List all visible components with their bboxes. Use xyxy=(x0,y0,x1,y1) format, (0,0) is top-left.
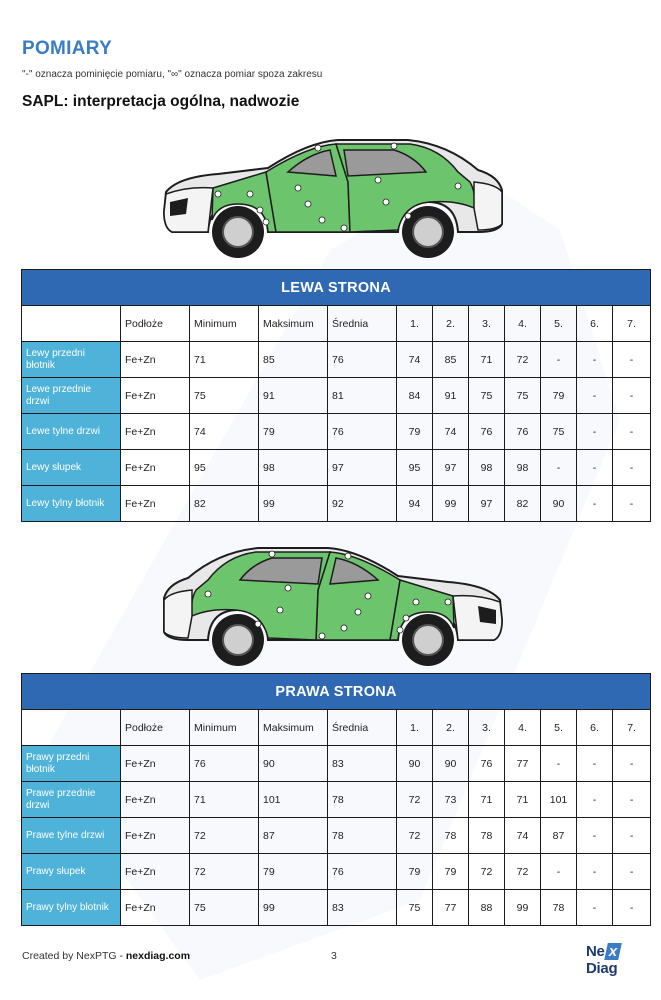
column-header: 7. xyxy=(613,306,651,342)
table-row xyxy=(22,746,651,782)
table-cell: 82 xyxy=(505,486,541,522)
column-header xyxy=(22,306,121,342)
column-header: 6. xyxy=(577,710,613,746)
table-cell: - xyxy=(577,746,613,782)
table-cell: 83 xyxy=(328,746,397,782)
table-cell: - xyxy=(613,782,651,818)
table-cell: 87 xyxy=(541,818,577,854)
column-header: Maksimum xyxy=(259,710,328,746)
page-title: POMIARY xyxy=(22,38,113,59)
column-header: 7. xyxy=(613,710,651,746)
column-header: Średnia xyxy=(328,306,397,342)
table-cell: 74 xyxy=(433,414,469,450)
table-cell: 79 xyxy=(541,378,577,414)
table-cell: 90 xyxy=(433,746,469,782)
column-header: 1. xyxy=(397,710,433,746)
table-row xyxy=(22,890,651,926)
row-header: Lewy przedni błotnik xyxy=(22,342,121,378)
table-row xyxy=(22,818,651,854)
column-header: Średnia xyxy=(328,710,397,746)
table-cell: 75 xyxy=(190,890,259,926)
table-header-row xyxy=(22,306,651,342)
column-header: Maksimum xyxy=(259,306,328,342)
column-header: 2. xyxy=(433,306,469,342)
table-cell: - xyxy=(613,342,651,378)
column-header: 3. xyxy=(469,710,505,746)
table-cell: 91 xyxy=(433,378,469,414)
table-cell: 94 xyxy=(397,486,433,522)
column-header: 4. xyxy=(505,306,541,342)
table-cell: Fe+Zn xyxy=(121,890,190,926)
nexdiag-logo xyxy=(586,943,650,977)
table-row xyxy=(22,854,651,890)
table-cell: 76 xyxy=(328,854,397,890)
table-cell: 87 xyxy=(259,818,328,854)
table-cell: - xyxy=(577,414,613,450)
table-cell: 72 xyxy=(190,818,259,854)
table-cell: 76 xyxy=(190,746,259,782)
column-header: 1. xyxy=(397,306,433,342)
table-cell: Fe+Zn xyxy=(121,342,190,378)
column-header: 4. xyxy=(505,710,541,746)
table-cell: 78 xyxy=(469,818,505,854)
table-cell: 81 xyxy=(328,378,397,414)
table-cell: 90 xyxy=(541,486,577,522)
column-header: 3. xyxy=(469,306,505,342)
table-cell: 83 xyxy=(328,890,397,926)
table-cell: - xyxy=(541,342,577,378)
table-cell: - xyxy=(613,414,651,450)
row-header: Prawy przedni błotnik xyxy=(22,746,121,782)
column-header: Minimum xyxy=(190,710,259,746)
table-cell: Fe+Zn xyxy=(121,818,190,854)
table-cell: - xyxy=(577,854,613,890)
table-cell: - xyxy=(613,746,651,782)
right-table-body xyxy=(22,746,651,926)
table-row xyxy=(22,378,651,414)
table-cell: 77 xyxy=(505,746,541,782)
table-cell: 75 xyxy=(397,890,433,926)
table-cell: 78 xyxy=(328,818,397,854)
measurement-legend-note: "-" oznacza pominięcie pomiaru, "∞" oznacza pomiar spoza zakresu xyxy=(22,69,323,80)
page-number: 3 xyxy=(331,950,337,962)
table-row xyxy=(22,414,651,450)
table-cell: 85 xyxy=(259,342,328,378)
table-cell: 75 xyxy=(469,378,505,414)
table-cell: Fe+Zn xyxy=(121,746,190,782)
table-cell: - xyxy=(613,450,651,486)
column-header: 6. xyxy=(577,306,613,342)
column-header: 5. xyxy=(541,710,577,746)
table-cell: 98 xyxy=(505,450,541,486)
table-cell: 74 xyxy=(397,342,433,378)
table-cell: Fe+Zn xyxy=(121,450,190,486)
table-cell: 101 xyxy=(541,782,577,818)
table-row xyxy=(22,782,651,818)
table-row xyxy=(22,342,651,378)
table-cell: 71 xyxy=(469,342,505,378)
table-cell: - xyxy=(577,818,613,854)
table-cell: - xyxy=(577,486,613,522)
table-cell: 92 xyxy=(328,486,397,522)
logo-text-diag: Diag xyxy=(586,960,618,977)
table-cell: 76 xyxy=(505,414,541,450)
right-side-table xyxy=(21,673,651,926)
left-table-caption: LEWA STRONA xyxy=(22,270,651,306)
left-side-table xyxy=(21,269,651,522)
table-cell: 99 xyxy=(259,486,328,522)
column-header xyxy=(22,710,121,746)
table-cell: 77 xyxy=(433,890,469,926)
table-row xyxy=(22,450,651,486)
table-cell: 101 xyxy=(259,782,328,818)
left-table-body xyxy=(22,342,651,522)
table-cell: 72 xyxy=(505,342,541,378)
column-header: 5. xyxy=(541,306,577,342)
logo-text-x: x xyxy=(604,943,622,960)
table-cell: 78 xyxy=(328,782,397,818)
table-cell: - xyxy=(613,486,651,522)
table-cell: 71 xyxy=(190,782,259,818)
table-cell: - xyxy=(577,890,613,926)
table-cell: - xyxy=(613,854,651,890)
table-cell: 78 xyxy=(541,890,577,926)
row-header: Prawy tylny błotnik xyxy=(22,890,121,926)
section-subtitle: SAPL: interpretacja ogólna, nadwozie xyxy=(22,93,300,110)
row-header: Prawe tylne drzwi xyxy=(22,818,121,854)
table-cell: 88 xyxy=(469,890,505,926)
row-header: Lewy tylny błotnik xyxy=(22,486,121,522)
table-cell: 72 xyxy=(397,818,433,854)
table-cell: Fe+Zn xyxy=(121,782,190,818)
table-cell: 72 xyxy=(469,854,505,890)
table-cell: 85 xyxy=(433,342,469,378)
table-cell: 72 xyxy=(190,854,259,890)
table-cell: Fe+Zn xyxy=(121,486,190,522)
table-cell: - xyxy=(541,746,577,782)
table-cell: 79 xyxy=(397,854,433,890)
table-cell: 75 xyxy=(190,378,259,414)
table-cell: 72 xyxy=(505,854,541,890)
row-header: Lewe tylne drzwi xyxy=(22,414,121,450)
table-cell: - xyxy=(577,782,613,818)
table-cell: - xyxy=(613,818,651,854)
table-cell: 76 xyxy=(469,414,505,450)
table-cell: Fe+Zn xyxy=(121,854,190,890)
table-cell: 76 xyxy=(469,746,505,782)
table-cell: 97 xyxy=(469,486,505,522)
table-cell: 76 xyxy=(328,414,397,450)
car-right-side-diagram xyxy=(158,540,508,666)
table-cell: 71 xyxy=(505,782,541,818)
table-cell: 84 xyxy=(397,378,433,414)
row-header: Lewe przednie drzwi xyxy=(22,378,121,414)
table-cell: 99 xyxy=(505,890,541,926)
table-cell: - xyxy=(577,342,613,378)
footer-site-link[interactable]: nexdiag.com xyxy=(125,950,191,962)
table-cell: - xyxy=(541,854,577,890)
table-cell: 79 xyxy=(397,414,433,450)
footer-created-by: Created by NexPTG - xyxy=(22,950,126,962)
table-cell: 74 xyxy=(190,414,259,450)
column-header: 2. xyxy=(433,710,469,746)
table-cell: - xyxy=(577,378,613,414)
logo-text-ne: Ne xyxy=(586,943,605,960)
table-cell: 98 xyxy=(259,450,328,486)
table-cell: 72 xyxy=(397,782,433,818)
table-cell: 79 xyxy=(259,414,328,450)
table-row xyxy=(22,486,651,522)
table-cell: 91 xyxy=(259,378,328,414)
row-header: Prawy słupek xyxy=(22,854,121,890)
table-cell: 97 xyxy=(328,450,397,486)
table-header-row xyxy=(22,710,651,746)
column-header: Minimum xyxy=(190,306,259,342)
footer-credit xyxy=(22,950,190,962)
table-cell: 75 xyxy=(505,378,541,414)
table-cell: 79 xyxy=(433,854,469,890)
column-header: Podłoże xyxy=(121,306,190,342)
table-cell: - xyxy=(613,378,651,414)
table-cell: - xyxy=(577,450,613,486)
right-table-caption: PRAWA STRONA xyxy=(22,674,651,710)
table-cell: 76 xyxy=(328,342,397,378)
table-cell: 97 xyxy=(433,450,469,486)
car-left-side-diagram xyxy=(158,132,508,264)
table-cell: 74 xyxy=(505,818,541,854)
table-cell: 75 xyxy=(541,414,577,450)
table-cell: Fe+Zn xyxy=(121,378,190,414)
table-cell: 73 xyxy=(433,782,469,818)
table-cell: 98 xyxy=(469,450,505,486)
row-header: Prawe przednie drzwi xyxy=(22,782,121,818)
row-header: Lewy słupek xyxy=(22,450,121,486)
table-cell: - xyxy=(541,450,577,486)
table-cell: 95 xyxy=(397,450,433,486)
table-cell: 95 xyxy=(190,450,259,486)
table-cell: 99 xyxy=(259,890,328,926)
table-cell: 99 xyxy=(433,486,469,522)
table-cell: 79 xyxy=(259,854,328,890)
table-cell: 71 xyxy=(190,342,259,378)
column-header: Podłoże xyxy=(121,710,190,746)
table-cell: 78 xyxy=(433,818,469,854)
table-cell: 90 xyxy=(397,746,433,782)
table-cell: 90 xyxy=(259,746,328,782)
table-cell: 71 xyxy=(469,782,505,818)
table-cell: 82 xyxy=(190,486,259,522)
table-cell: Fe+Zn xyxy=(121,414,190,450)
table-cell: - xyxy=(613,890,651,926)
